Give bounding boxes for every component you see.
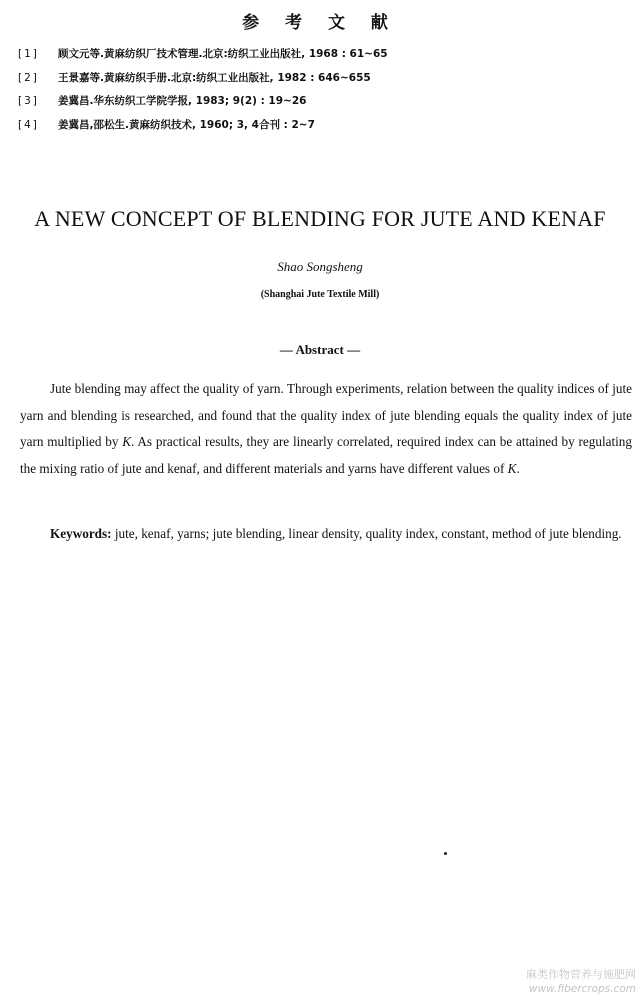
watermark — [476, 968, 636, 996]
author-affiliation: (Shanghai Jute Textile Mill) — [260, 289, 380, 300]
keywords-paragraph — [20, 520, 632, 548]
scan-speck — [444, 852, 447, 855]
reference-item — [18, 117, 618, 141]
watermark-url: www.fibercrops.com — [528, 983, 636, 995]
paper-title: A NEW CONCEPT OF BLENDING FOR JUTE AND KENAF — [34, 206, 606, 231]
reference-number: [4] — [18, 118, 39, 131]
reference-text: 姜冀昌,邵松生.黄麻纺织技术, 1960; 3, 4合刊 : 2~7 — [58, 118, 315, 131]
reference-item — [18, 70, 618, 94]
reference-list — [18, 46, 618, 140]
abstract-text: Jute blending may affect the quality of yarn. Through experiments, relation between the quality indices of jute yarn and blending is researched, and found that the quality index of jute blending equals the quality index of jute yarn multiplied by — [20, 381, 632, 449]
watermark-site-name: 麻类作物营养与施肥网 — [526, 968, 636, 981]
abstract-paragraph — [20, 376, 632, 482]
abstract-text: . — [516, 460, 520, 476]
reference-text: 姜冀昌.华东纺织工学院学报, 1983; 9(2) : 19~26 — [58, 95, 307, 107]
keywords-text: jute, kenaf, yarns; jute blending, linear density, quality index, constant, method of jute blending. — [111, 526, 622, 541]
reference-text: 王景嘉等.黄麻纺织手册.北京:纺织工业出版社, 1982 : 646~655 — [58, 71, 371, 84]
author-name: Shao Songsheng — [277, 259, 363, 274]
reference-item — [18, 46, 618, 70]
reference-item — [18, 93, 618, 117]
constant-k: K — [507, 460, 517, 476]
keywords-label: Keywords: — [50, 526, 112, 541]
abstract-heading: — Abstract — — [279, 342, 361, 357]
reference-number: [1] — [18, 48, 39, 60]
reference-number: [2] — [18, 71, 39, 84]
references-heading: 参 考 文 献 — [242, 13, 398, 33]
constant-k: K — [122, 434, 132, 449]
abstract-text: . As practical results, they are linearly correlated, required index can be attained by regulating the mixing ratio of jute and kenaf, and different materials and yarns have different values of — [20, 434, 632, 476]
reference-text: 顾文元等.黄麻纺织厂技术管理.北京:纺织工业出版社, 1968 : 61~65 — [58, 48, 388, 60]
reference-number: [3] — [18, 95, 39, 107]
